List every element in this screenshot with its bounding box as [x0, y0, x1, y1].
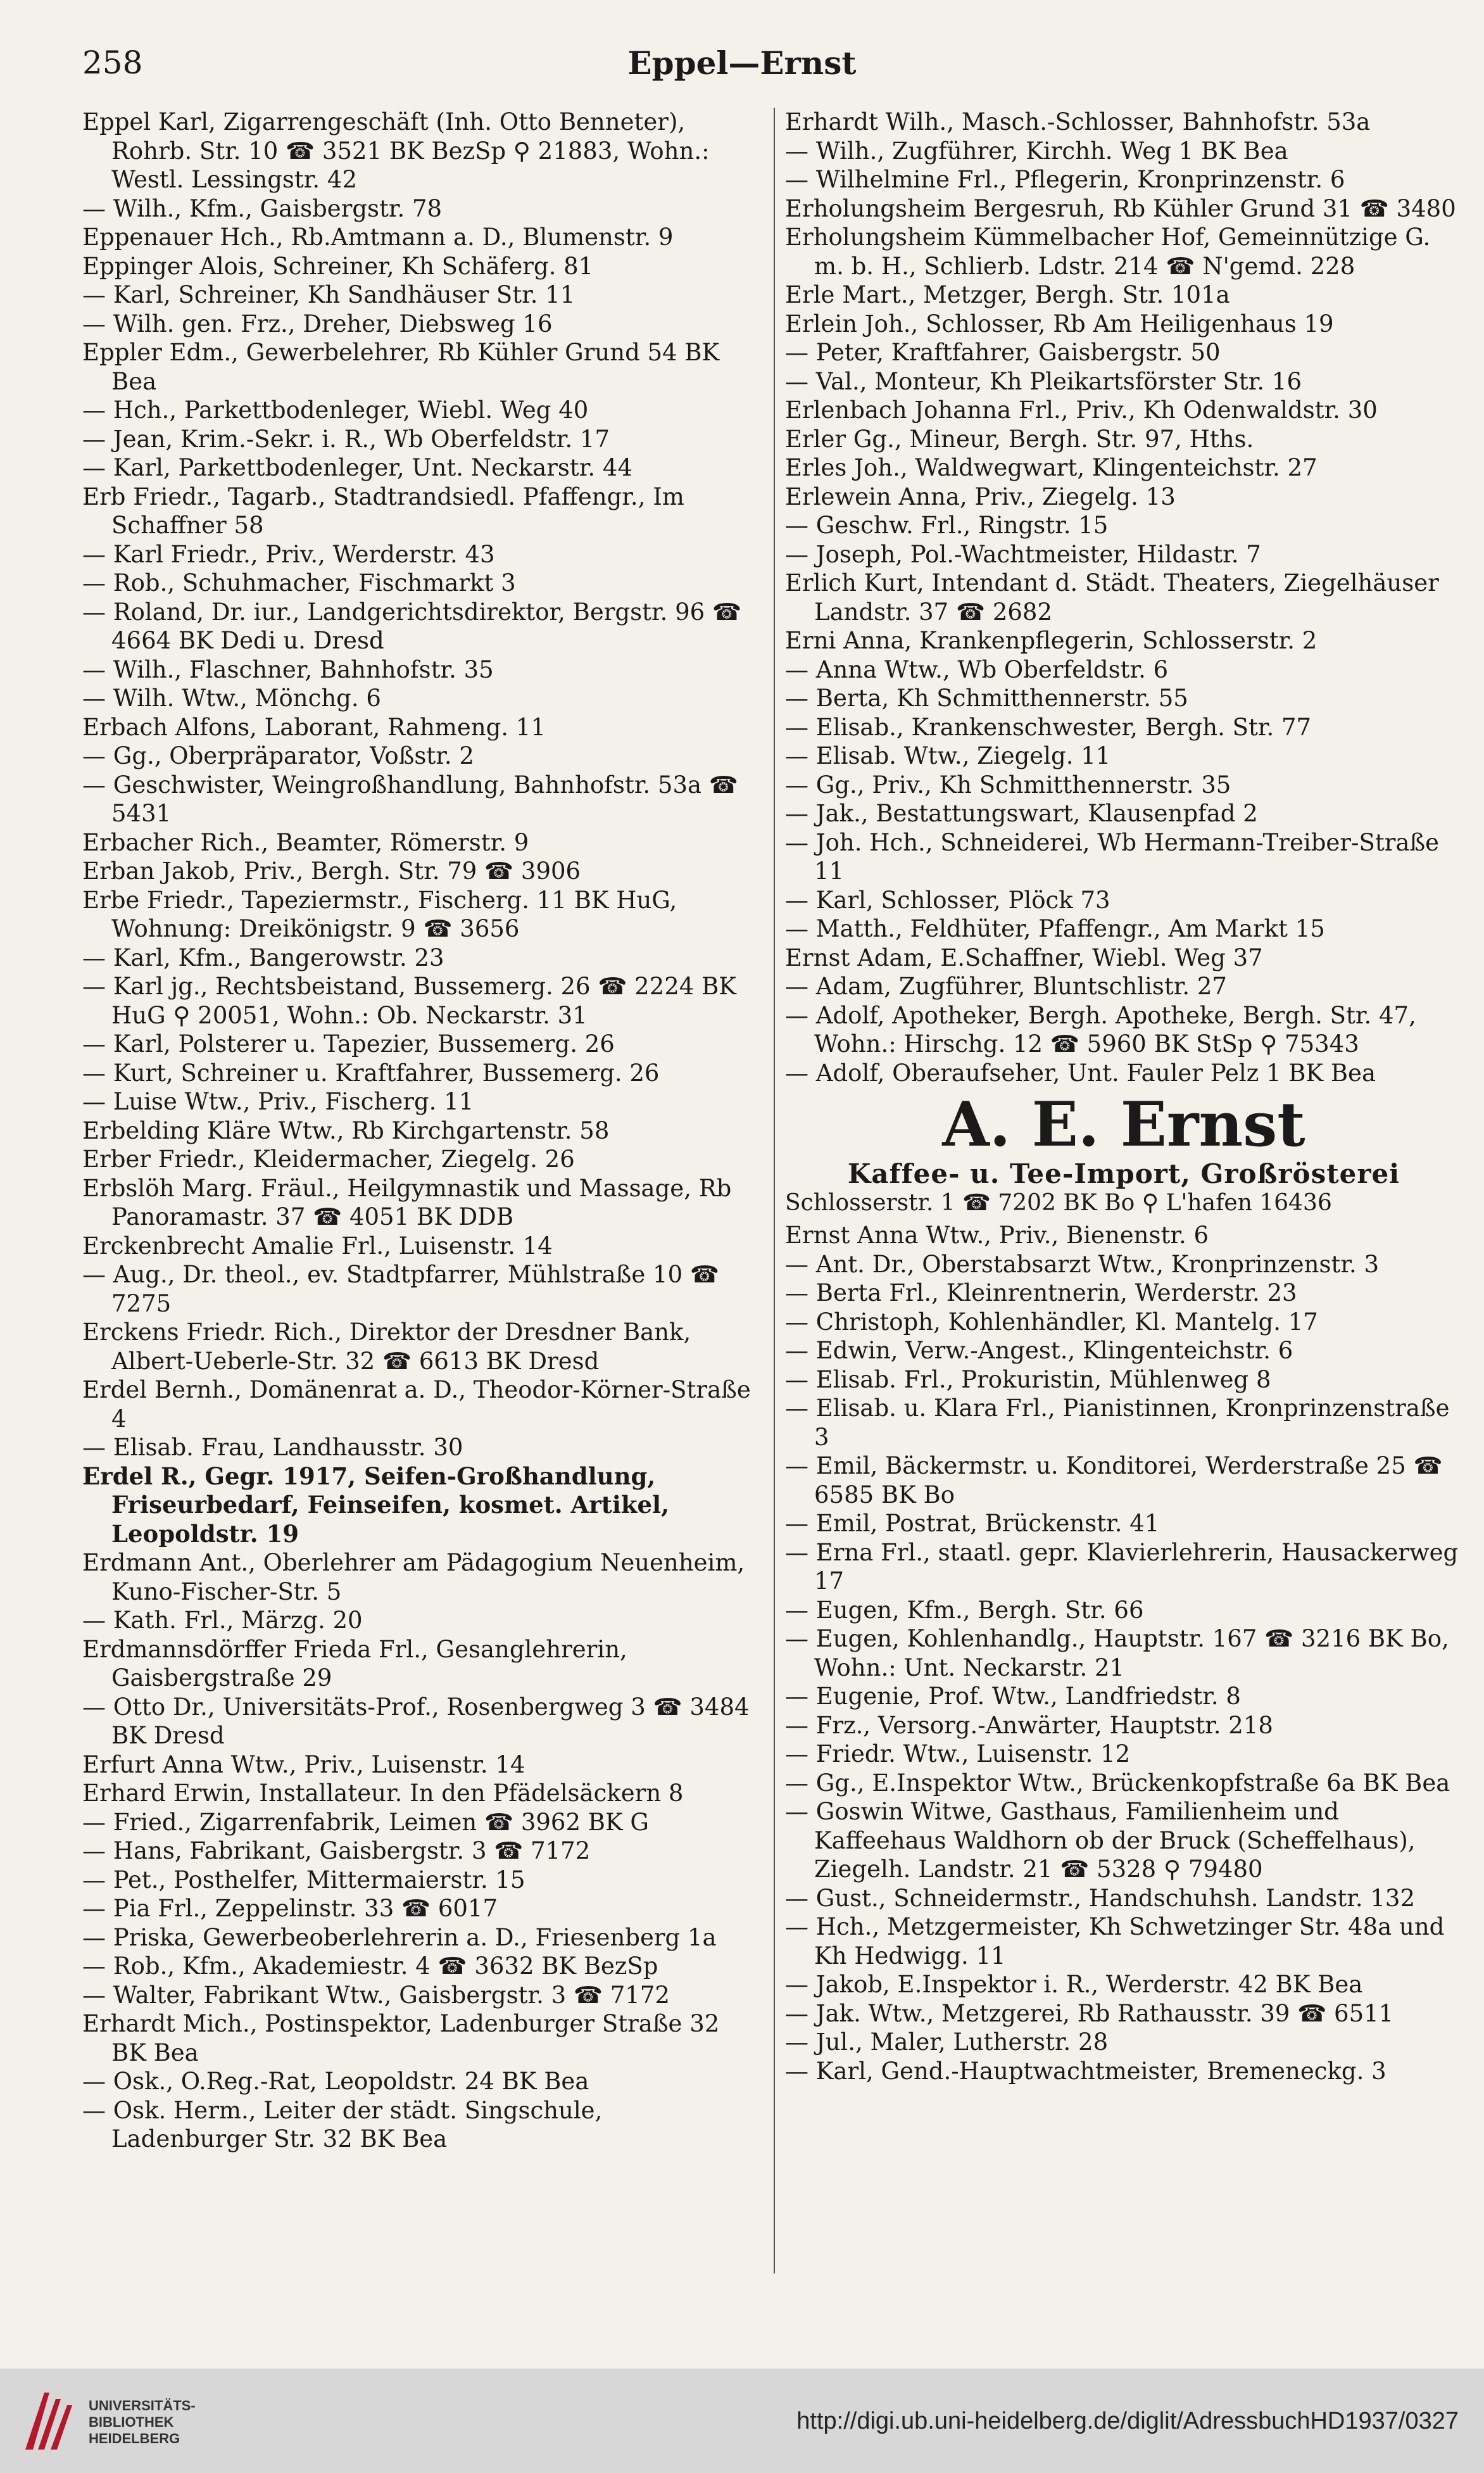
column-divider	[774, 108, 775, 2274]
directory-entry: — Adolf, Oberaufseher, Unt. Fauler Pelz 1 BK Bea	[785, 1059, 1376, 1087]
directory-entry: Erfurt Anna Wtw., Priv., Luisenstr. 14	[82, 1750, 525, 1778]
directory-entry: — Otto Dr., Universitäts-Prof., Rosenbergweg 3 ☎ 3484 BK Dresd	[82, 1693, 750, 1749]
directory-entry: Erlewein Anna, Priv., Ziegelg. 13	[785, 483, 1176, 510]
directory-entry: — Jak., Bestattungswart, Klausenpfad 2	[785, 800, 1258, 827]
left-column	[82, 108, 757, 2154]
directory-entry: — Geschwister, Weingroßhandlung, Bahnhofstr. 53a ☎ 5431	[82, 771, 738, 827]
page-number: 258	[82, 44, 143, 81]
advertisement-ernst	[785, 1090, 1462, 1217]
directory-entry: — Karl, Gend.-Hauptwachtmeister, Bremeneckg. 3	[785, 2057, 1387, 2085]
directory-entry: Erlenbach Johanna Frl., Priv., Kh Odenwaldstr. 30	[785, 396, 1378, 424]
directory-entry: — Goswin Witwe, Gasthaus, Familienheim und Kaffeehaus Waldhorn ob der Bruck (Scheffelhaus), Ziegelh. Landstr. 21 ☎ 5328 ⚲ 79480	[785, 1798, 1416, 1883]
directory-entry: — Hch., Parkettbodenleger, Wiebl. Weg 40	[82, 396, 589, 424]
directory-entry: — Frz., Versorg.-Anwärter, Hauptstr. 218	[785, 1711, 1273, 1739]
directory-entry: — Hans, Fabrikant, Gaisbergstr. 3 ☎ 7172	[82, 1837, 591, 1864]
directory-entry: Erckens Friedr. Rich., Direktor der Dresdner Bank, Albert-Ueberle-Str. 32 ☎ 6613 BK Dresd	[82, 1319, 691, 1375]
directory-entry: — Karl, Schreiner, Kh Sandhäuser Str. 11	[82, 281, 575, 308]
directory-entry: — Rob., Schuhmacher, Fischmarkt 3	[82, 569, 516, 597]
directory-entry: — Wilhelmine Frl., Pflegerin, Kronprinzenstr. 6	[785, 166, 1345, 193]
directory-entry: — Edwin, Verw.-Angest., Klingenteichstr. 6	[785, 1337, 1293, 1364]
ad-company-name: A. E. Ernst	[942, 1089, 1305, 1160]
directory-entry: — Walter, Fabrikant Wtw., Gaisbergstr. 3 ☎ 7172	[82, 1981, 670, 2009]
directory-entry: — Karl, Parkettbodenleger, Unt. Neckarstr. 44	[82, 454, 633, 481]
directory-entry: — Wilh., Zugführer, Kirchh. Weg 1 BK Bea	[785, 137, 1288, 165]
right-column	[785, 108, 1462, 2085]
page-title: Eppel—Ernst	[627, 44, 857, 82]
directory-entry: — Elisab., Krankenschwester, Bergh. Str. 77	[785, 713, 1312, 741]
directory-entry: Erhardt Mich., Postinspektor, Ladenburger Straße 32 BK Bea	[82, 2010, 720, 2066]
directory-entry: — Wilh., Flaschner, Bahnhofstr. 35	[82, 655, 494, 683]
directory-entry: — Jean, Krim.-Sekr. i. R., Wb Oberfeldstr. 17	[82, 425, 610, 453]
directory-entry: Erbacher Rich., Beamter, Römerstr. 9	[82, 828, 529, 856]
directory-entry: — Elisab. Frl., Prokuristin, Mühlenweg 8	[785, 1365, 1271, 1393]
directory-entry: — Wilh. gen. Frz., Dreher, Diebsweg 16	[82, 310, 553, 338]
directory-entry: Erb Friedr., Tagarb., Stadtrandsiedl. Pfaffengr., Im Schaffner 58	[82, 483, 684, 539]
directory-entry: Erban Jakob, Priv., Bergh. Str. 79 ☎ 3906	[82, 857, 581, 885]
directory-entry: — Hch., Metzgermeister, Kh Schwetzinger Str. 48a und Kh Hedwigg. 11	[785, 1913, 1445, 1970]
directory-entry: — Rob., Kfm., Akademiestr. 4 ☎ 3632 BK BezSp	[82, 1952, 658, 1980]
directory-entry: Erdel R., Gegr. 1917, Seifen-Großhandlung, Friseurbedarf, Feinseifen, kosmet. Artikel, Leopoldstr. 19	[82, 1462, 669, 1548]
directory-entry: — Roland, Dr. iur., Landgerichtsdirektor, Bergstr. 96 ☎ 4664 BK Dedi u. Dresd	[82, 598, 742, 654]
directory-entry: — Pet., Posthelfer, Mittermaierstr. 15	[82, 1866, 525, 1894]
directory-entry: — Joseph, Pol.-Wachtmeister, Hildastr. 7	[785, 540, 1261, 568]
directory-entry: — Karl jg., Rechtsbeistand, Bussemerg. 26 ☎ 2224 BK HuG ⚲ 20051, Wohn.: Ob. Neckarstr. 31	[82, 973, 736, 1029]
directory-entry: — Matth., Feldhüter, Pfaffengr., Am Markt 15	[785, 915, 1325, 942]
directory-entry: Erber Friedr., Kleidermacher, Ziegelg. 26	[82, 1146, 575, 1173]
directory-entry: — Ant. Dr., Oberstabsarzt Wtw., Kronprinzenstr. 3	[785, 1250, 1380, 1278]
directory-entry: Erbslöh Marg. Fräul., Heilgymnastik und Massage, Rb Panoramastr. 37 ☎ 4051 BK DDB	[82, 1174, 732, 1230]
directory-entry: — Adam, Zugführer, Bluntschlistr. 27	[785, 973, 1227, 1000]
directory-entry: — Kath. Frl., Märzg. 20	[82, 1607, 363, 1634]
directory-entry: — Joh. Hch., Schneiderei, Wb Hermann-Treiber-Straße 11	[785, 828, 1440, 885]
directory-entry: Erbe Friedr., Tapeziermstr., Fischerg. 11 BK HuG, Wohnung: Dreikönigstr. 9 ☎ 3656	[82, 886, 677, 942]
directory-entry: — Fried., Zigarrenfabrik, Leimen ☎ 3962 BK G	[82, 1808, 649, 1836]
directory-entry: Erholungsheim Kümmelbacher Hof, Gemeinnützige G. m. b. H., Schlierb. Ldstr. 214 ☎ N'gemd. 228	[785, 224, 1431, 280]
directory-entry: Eppler Edm., Gewerbelehrer, Rb Kühler Grund 54 BK Bea	[82, 339, 720, 395]
directory-entry: Erholungsheim Bergesruh, Rb Kühler Grund 31 ☎ 3480	[785, 194, 1456, 222]
directory-entry: — Wilh. Wtw., Mönchg. 6	[82, 685, 381, 712]
library-emblem-icon	[19, 2386, 76, 2456]
footer-bar	[0, 2369, 1484, 2473]
directory-entry: Eppinger Alois, Schreiner, Kh Schäferg. 81	[82, 252, 594, 280]
directory-entry: Erdmann Ant., Oberlehrer am Pädagogium Neuenheim, Kuno-Fischer-Str. 5	[82, 1549, 745, 1605]
directory-entry: Erbach Alfons, Laborant, Rahmeng. 11	[82, 713, 546, 741]
directory-entry: — Emil, Bäckermstr. u. Konditorei, Werderstraße 25 ☎ 6585 BK Bo	[785, 1452, 1443, 1508]
directory-entry: — Karl, Kfm., Bangerowstr. 23	[82, 944, 444, 971]
directory-entry: — Eugen, Kfm., Bergh. Str. 66	[785, 1596, 1144, 1624]
directory-entry: Eppenauer Hch., Rb.Amtmann a. D., Blumenstr. 9	[82, 224, 674, 251]
directory-entry: — Berta, Kh Schmitthennerstr. 55	[785, 685, 1188, 712]
directory-entry: Erni Anna, Krankenpflegerin, Schlosserstr. 2	[785, 627, 1317, 654]
directory-entry: Erckenbrecht Amalie Frl., Luisenstr. 14	[82, 1232, 553, 1260]
directory-entry: — Christoph, Kohlenhändler, Kl. Mantelg. 17	[785, 1308, 1318, 1336]
directory-entry: Erhardt Wilh., Masch.-Schlosser, Bahnhofstr. 53a	[785, 108, 1371, 136]
directory-entry: Erles Joh., Waldwegwart, Klingenteichstr. 27	[785, 454, 1317, 481]
directory-entry: — Val., Monteur, Kh Pleikartsförster Str. 16	[785, 367, 1302, 395]
directory-entry: — Osk., O.Reg.-Rat, Leopoldstr. 24 BK Bea	[82, 2068, 589, 2095]
ad-business-line: Kaffee- u. Tee-Import, Großrösterei	[847, 1158, 1400, 1189]
directory-entry: — Geschw. Frl., Ringstr. 15	[785, 512, 1109, 539]
directory-entry: — Berta Frl., Kleinrentnerin, Werderstr. 23	[785, 1279, 1297, 1306]
directory-entry: Ernst Adam, E.Schaffner, Wiebl. Weg 37	[785, 944, 1263, 971]
directory-entry: Eppel Karl, Zigarrengeschäft (Inh. Otto Benneter), Rohrb. Str. 10 ☎ 3521 BK BezSp ⚲ 21883, Wohn.: Westl. Lessingstr. 42	[82, 108, 710, 193]
directory-entry: — Luise Wtw., Priv., Fischerg. 11	[82, 1088, 474, 1115]
directory-entry: — Karl, Schlosser, Plöck 73	[785, 886, 1110, 914]
library-name: UNIVERSITÄTS- BIBLIOTHEK HEIDELBERG	[89, 2398, 196, 2446]
source-url-link[interactable]: http://digi.ub.uni-heidelberg.de/diglit/AdressbuchHD1937/0327	[796, 2408, 1459, 2434]
directory-entry: Erdel Bernh., Domänenrat a. D., Theodor-Körner-Straße 4	[82, 1376, 751, 1433]
directory-entry: — Priska, Gewerbeoberlehrerin a. D., Friesenberg 1a	[82, 1923, 717, 1951]
directory-entry: — Wilh., Kfm., Gaisbergstr. 78	[82, 194, 443, 222]
directory-entry: — Elisab. u. Klara Frl., Pianistinnen, Kronprinzenstraße 3	[785, 1395, 1450, 1451]
directory-entry: Erle Mart., Metzger, Bergh. Str. 101a	[785, 281, 1230, 308]
directory-entry: — Elisab. Frau, Landhausstr. 30	[82, 1434, 463, 1461]
directory-entry: — Eugenie, Prof. Wtw., Landfriedstr. 8	[785, 1683, 1241, 1710]
directory-entry: — Friedr. Wtw., Luisenstr. 12	[785, 1740, 1131, 1768]
directory-entry: — Anna Wtw., Wb Oberfeldstr. 6	[785, 655, 1169, 683]
directory-entry: — Eugen, Kohlenhandlg., Hauptstr. 167 ☎ 3216 BK Bo, Wohn.: Unt. Neckarstr. 21	[785, 1625, 1449, 1681]
directory-entry: Ernst Anna Wtw., Priv., Bienenstr. 6	[785, 1222, 1209, 1249]
directory-entry: — Jakob, E.Inspektor i. R., Werderstr. 42 BK Bea	[785, 1971, 1363, 1998]
directory-entry: — Erna Frl., staatl. gepr. Klavierlehrerin, Hausackerweg 17	[785, 1538, 1459, 1595]
directory-entry: Erlich Kurt, Intendant d. Städt. Theaters, Ziegelhäuser Landstr. 37 ☎ 2682	[785, 569, 1439, 626]
directory-entry: — Adolf, Apotheker, Bergh. Apotheke, Bergh. Str. 47, Wohn.: Hirschg. 12 ☎ 5960 BK StSp ⚲ 75343	[785, 1001, 1416, 1058]
directory-entry: — Pia Frl., Zeppelinstr. 33 ☎ 6017	[82, 1895, 498, 1922]
directory-entry: — Kurt, Schreiner u. Kraftfahrer, Bussemerg. 26	[82, 1059, 660, 1087]
directory-entry: — Karl Friedr., Priv., Werderstr. 43	[82, 540, 495, 568]
directory-entry: Erler Gg., Mineur, Bergh. Str. 97, Hths.	[785, 425, 1254, 453]
library-logo[interactable]	[19, 2386, 196, 2456]
directory-entry: Erbelding Kläre Wtw., Rb Kirchgartenstr. 58	[82, 1116, 610, 1144]
directory-entry: — Jul., Maler, Lutherstr. 28	[785, 2028, 1109, 2056]
directory-entry: — Gg., E.Inspektor Wtw., Brückenkopfstraße 6a BK Bea	[785, 1769, 1450, 1797]
directory-entry: — Elisab. Wtw., Ziegelg. 11	[785, 742, 1111, 769]
directory-entry: Erdmannsdörffer Frieda Frl., Gesanglehrerin, Gaisbergstraße 29	[82, 1635, 627, 1692]
ad-address: Schlosserstr. 1 ☎ 7202 BK Bo ⚲ L'hafen 16436	[785, 1189, 1332, 1216]
directory-entry: — Gg., Priv., Kh Schmitthennerstr. 35	[785, 771, 1231, 799]
directory-entry: Erlein Joh., Schlosser, Rb Am Heiligenhaus 19	[785, 310, 1334, 338]
directory-entry: — Peter, Kraftfahrer, Gaisbergstr. 50	[785, 339, 1221, 366]
directory-entry: — Gg., Oberpräparator, Voßstr. 2	[82, 742, 474, 769]
directory-entry: — Karl, Polsterer u. Tapezier, Bussemerg. 26	[82, 1030, 615, 1058]
directory-entry: — Osk. Herm., Leiter der städt. Singschule, Ladenburger Str. 32 BK Bea	[82, 2096, 603, 2153]
directory-entry: — Aug., Dr. theol., ev. Stadtpfarrer, Mühlstraße 10 ☎ 7275	[82, 1261, 719, 1317]
directory-entry: — Jak. Wtw., Metzgerei, Rb Rathausstr. 39 ☎ 6511	[785, 1999, 1394, 2027]
directory-entry: — Gust., Schneidermstr., Handschuhsh. Landstr. 132	[785, 1884, 1416, 1912]
directory-entry: Erhard Erwin, Installateur. In den Pfädelsäckern 8	[82, 1780, 684, 1807]
page-header	[82, 44, 1402, 101]
directory-entry: — Emil, Postrat, Brückenstr. 41	[785, 1510, 1160, 1537]
